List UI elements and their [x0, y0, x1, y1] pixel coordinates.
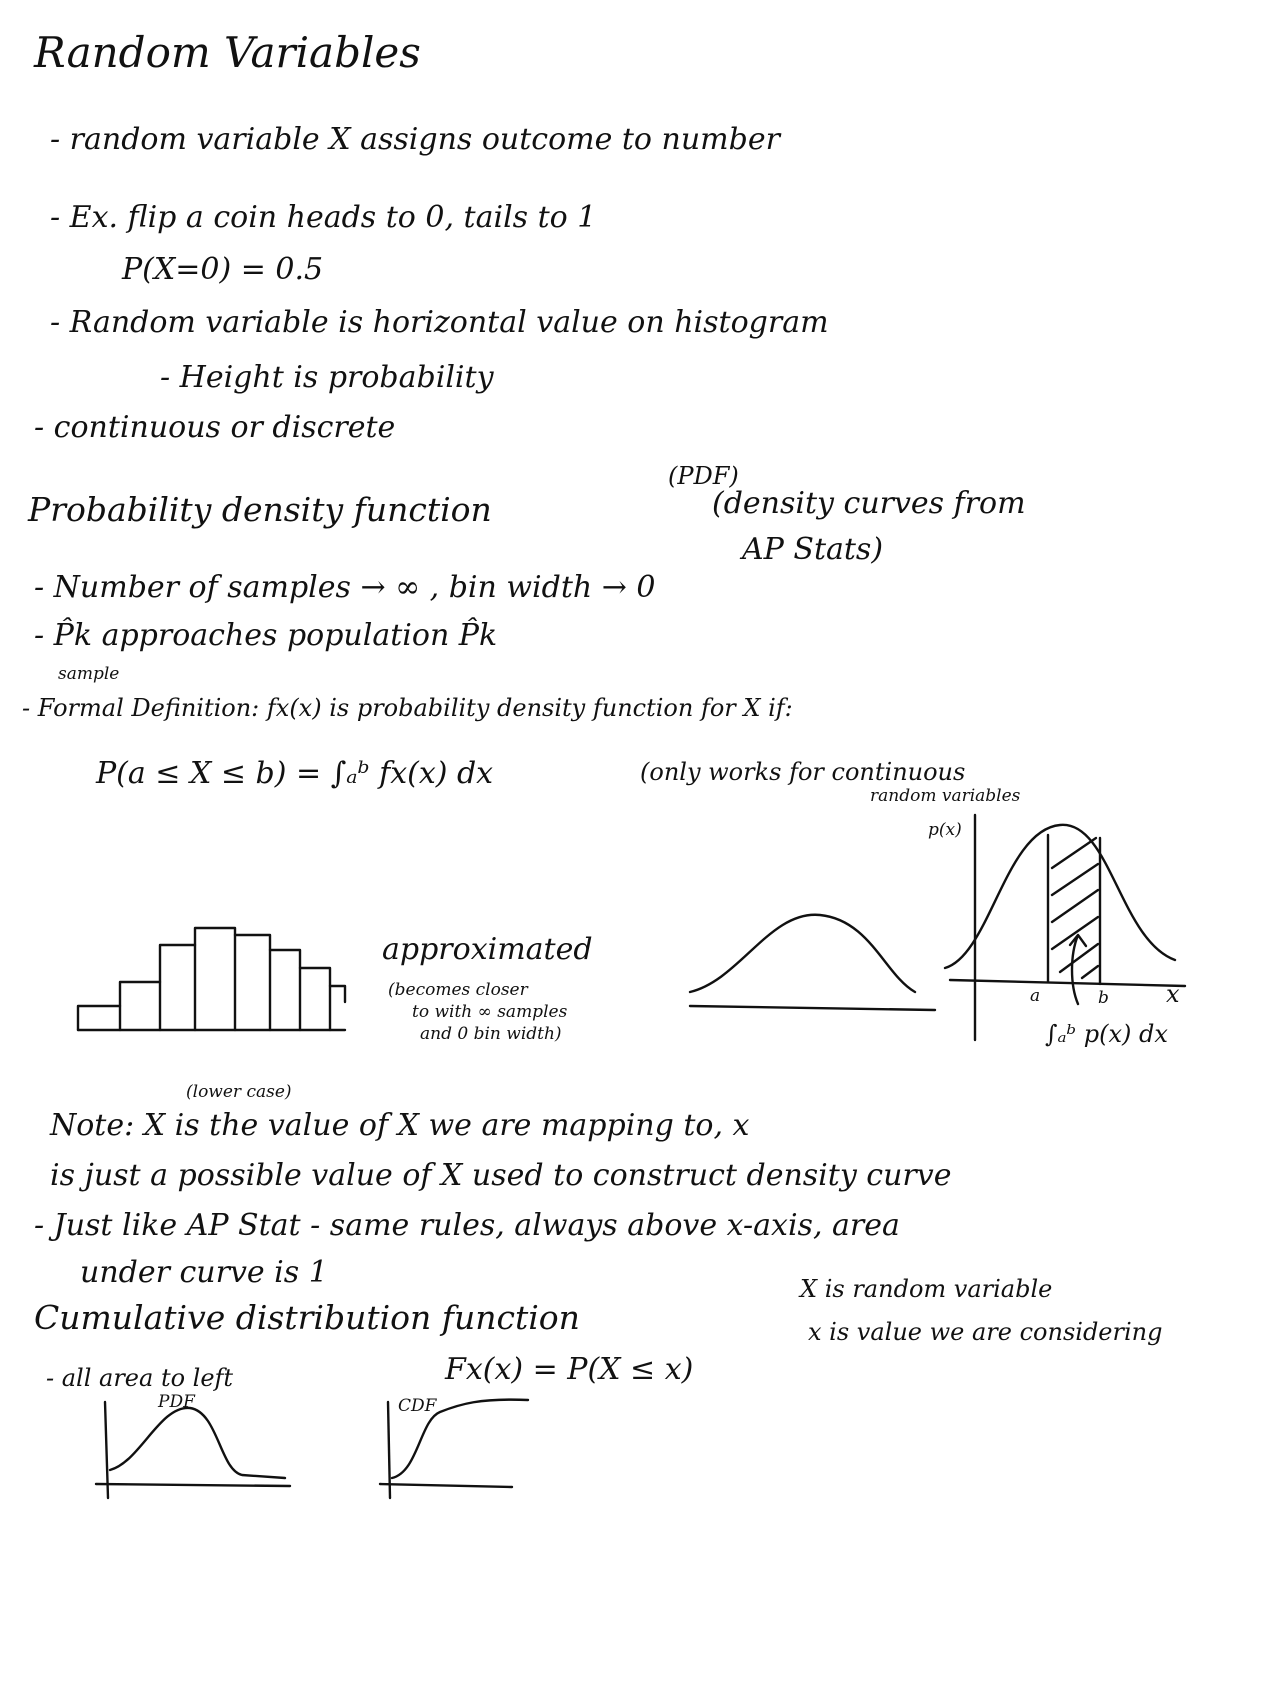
formula-note: (only works for continuous — [640, 758, 966, 786]
sample-note: sample — [58, 664, 120, 684]
note-line: P(X=0) = 0.5 — [122, 252, 324, 287]
pdf-x-axis — [96, 1484, 290, 1486]
pdf-aside: (density curves from — [712, 486, 1026, 521]
note-line: - P̂k approaches population P̂k — [34, 618, 498, 653]
pdf-tag: (PDF) — [668, 462, 739, 490]
pdf-formula: P(a ≤ X ≤ b) = ∫ₐᵇ fx(x) dx — [96, 756, 494, 791]
cdf-formula: Fx(x) = P(X ≤ x) — [445, 1352, 694, 1387]
pdf-aside: AP Stats) — [742, 532, 884, 567]
section-title-pdf: Probability density function — [28, 490, 492, 529]
note-line: - Height is probability — [160, 360, 494, 395]
cdf-small-curve — [392, 1400, 528, 1478]
note-line: - random variable X assigns outcome to number — [50, 122, 780, 157]
formula-note: random variables — [870, 786, 1021, 806]
note-line: - Ex. flip a coin heads to 0, tails to 1 — [50, 200, 597, 235]
note-line: - Just like AP Stat - same rules, always above x-axis, area — [34, 1208, 900, 1243]
note-line: - Number of samples → ∞ , bin width → 0 — [34, 570, 656, 605]
graph-ylabel: p(x) — [928, 820, 962, 840]
lower-case-note: (lower case) — [186, 1082, 292, 1102]
approx-note: to with ∞ samples — [412, 1002, 568, 1022]
note-line: under curve is 1 — [80, 1255, 328, 1290]
formal-definition: - Formal Definition: fx(x) is probability density function for X if: — [22, 694, 793, 722]
pdf-label: PDF — [158, 1392, 195, 1412]
graph-x: x — [1166, 980, 1180, 1008]
side-note: x is value we are considering — [808, 1318, 1163, 1346]
section-title-random-variables: Random Variables — [34, 28, 421, 77]
note-line: - Random variable is horizontal value on histogram — [50, 305, 829, 340]
note-line: Note: X is the value of X we are mapping to, x — [50, 1108, 750, 1143]
note-line: - all area to left — [46, 1364, 234, 1392]
approx-title: approximated — [382, 932, 593, 967]
approx-note: (becomes closer — [388, 980, 528, 1000]
section-title-cdf: Cumulative distribution function — [34, 1298, 580, 1337]
note-line: is just a possible value of X used to construct density curve — [50, 1158, 952, 1193]
graph-integral: ∫ₐᵇ p(x) dx — [1045, 1020, 1168, 1048]
side-note: X is random variable — [800, 1275, 1053, 1303]
approx-note: and 0 bin width) — [420, 1024, 562, 1044]
graph-a: a — [1030, 986, 1041, 1006]
note-line: - continuous or discrete — [34, 410, 396, 445]
graph-b: b — [1098, 988, 1109, 1008]
pdf-small-curve — [110, 1408, 285, 1478]
cdf-x-axis — [380, 1484, 512, 1487]
cdf-label: CDF — [398, 1396, 437, 1416]
